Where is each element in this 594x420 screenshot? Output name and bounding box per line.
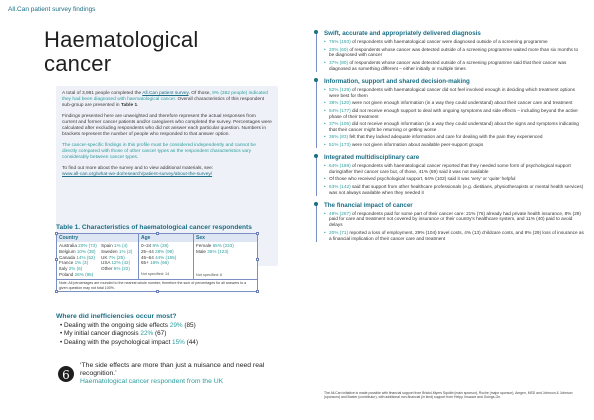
age-name: 0–24 <box>141 243 153 248</box>
finding-item <box>324 184 584 196</box>
intro-text: . <box>137 103 139 109</box>
findings-section <box>316 78 584 148</box>
finding-stat: 51% (173) <box>329 141 351 147</box>
age-not-specified: Not specified: 14 <box>141 272 170 277</box>
inefficiency-pct: 15% <box>172 338 185 346</box>
age-value: 19% (66) <box>150 260 169 266</box>
section-rule <box>316 154 317 196</box>
finding-text: were not given information about available peer-support groups <box>350 141 484 147</box>
finding-stat: 37% (80) <box>329 59 349 65</box>
section-dot-icon <box>314 154 318 158</box>
sex-name: Male <box>196 248 208 254</box>
inefficiency-pct: 22% <box>140 330 154 338</box>
finding-text: reported a loss of employment, 29% (104) travel costs, 4% (13) childcare costs, and 8% (29) loss of insurance as a financial implication of their cancer care and treatment <box>329 229 584 241</box>
survey-link[interactable]: All.Can patient survey <box>142 91 189 96</box>
finding-item <box>324 163 584 175</box>
findings-section <box>316 154 584 196</box>
section-rule <box>316 78 317 148</box>
finding-text: of respondents whose cancer was detected outside of a screening programme said that their cancer was diagnosed as something different – either initially or multiple times <box>329 59 567 71</box>
finding-item <box>324 60 584 72</box>
age-value: 8% (28) <box>152 243 169 248</box>
finding-item <box>324 142 584 148</box>
finding-item <box>324 108 584 120</box>
resize-handle-tl[interactable] <box>55 232 58 235</box>
country-name: Poland <box>59 271 75 277</box>
finding-item <box>324 100 584 106</box>
sex-not-specified: Not specified: 6 <box>196 272 223 277</box>
finding-text: of respondents with haematological cancer were diagnosed outside of a screening programme <box>350 39 548 44</box>
sex-value: 35% (123) <box>207 248 229 254</box>
sex-row <box>196 249 255 255</box>
age-value: 28% (99) <box>155 248 174 254</box>
finding-stat: 49% (267) <box>329 210 351 216</box>
finding-item <box>324 230 584 242</box>
resize-handle-mr[interactable] <box>256 258 259 261</box>
age-name: 65+ <box>141 260 151 266</box>
quote-text: ‘The side effects are more than just a nuisance and need real recognition.’ <box>80 362 265 378</box>
sex-column <box>194 242 257 279</box>
findings-column <box>316 30 584 248</box>
finding-text: did not receive enough support to deal with ongoing symptoms and side effects – including beyond the active phase of their treatment <box>329 107 578 119</box>
age-value: 44% (155) <box>155 254 177 260</box>
finding-stat: 52% (129) <box>329 86 351 92</box>
country-value: 2% (6) <box>68 266 83 272</box>
title-block <box>44 28 282 76</box>
table-body <box>57 242 257 279</box>
country-value: 12% (42) <box>111 260 131 266</box>
intro-text: A total of 3,981 people completed the <box>62 91 143 96</box>
header-sex: Sex <box>196 235 205 241</box>
finding-text: of respondents with haematological cancer did not feel involved enough in deciding which treatment options were best for them <box>329 86 575 98</box>
section-dot-icon <box>314 30 318 34</box>
finding-text: did not receive enough information (in a way they could understand) about the signs and symptoms indicating that their cancer might be returning or getting worse <box>329 121 579 132</box>
country-name: Italy <box>59 266 69 272</box>
findings-section <box>316 202 584 242</box>
inefficiency-text: Dealing with the ongoing side effects <box>64 322 170 329</box>
finding-item <box>324 211 584 229</box>
country-value: 14% (52) <box>76 254 96 260</box>
country-name: USA <box>101 260 112 266</box>
country-name: UK <box>101 254 109 260</box>
intro-highlight: 9% (362 people) indicated they had been diagnosed with haematological cancer. <box>62 91 268 103</box>
country-value: 1% (4) <box>114 243 128 248</box>
section-list <box>324 87 584 148</box>
finding-stat: 76% (193) <box>329 39 351 44</box>
findings-section <box>316 30 584 72</box>
finding-stat: 20% (60) <box>329 46 349 52</box>
table-ref: Table 1 <box>120 103 138 109</box>
finding-text: felt that they lacked adequate information and care for dealing with the pain they experienced <box>348 134 543 140</box>
inefficiency-count: (44) <box>184 338 198 346</box>
inefficiency-text: My initial cancer diagnosis <box>64 330 141 338</box>
characteristics-table[interactable] <box>56 233 258 292</box>
country-value: 26% (95) <box>74 271 94 277</box>
inefficiency-count: (85) <box>182 322 196 329</box>
section-title: Integrated multidisciplinary care <box>324 153 420 161</box>
intro-paragraph-1 <box>62 91 272 110</box>
finding-stat: 63% (142) <box>329 183 351 189</box>
section-dot-icon <box>314 78 318 82</box>
resize-handle-br[interactable] <box>256 290 259 293</box>
finding-stat: 54% (177) <box>329 107 351 113</box>
finding-stat: 20% (71) <box>329 229 349 235</box>
country-name: Australia <box>59 243 79 248</box>
country-name: Other <box>101 266 114 272</box>
header-country: Country <box>57 234 139 242</box>
country-value: 7% (25) <box>108 254 125 260</box>
finding-item <box>324 121 584 133</box>
age-name: 25–44 <box>141 248 156 254</box>
sex-list <box>196 243 255 255</box>
intro-text: To find out more about the survey and to view additional materials, see: <box>62 165 214 171</box>
country-value: 1% (3) <box>74 260 89 266</box>
finding-text: of respondents whose cancer was detected outside of a screening programme waited more than six months to be diagnosed with cancer <box>329 46 579 58</box>
intro-paragraph-4 <box>62 166 272 178</box>
intro-paragraph-2: Findings presented here are unweighted and therefore represent the actual responses from current and former cancer patients and/or caregivers who completed the survey. Percentages were calculated after excluding respondents who did not answer each particular question. Numbers in brackets represent the number of people who responded to that answer option. <box>62 113 272 138</box>
page-title-line1: Haematological <box>44 27 199 52</box>
resize-handle-tr[interactable] <box>256 232 259 235</box>
table-header-row <box>57 234 257 242</box>
quote-icon: 6 <box>58 366 74 382</box>
country-row <box>101 266 132 272</box>
resize-handle-ml[interactable] <box>55 258 58 261</box>
country-value: 10% (38) <box>76 248 96 254</box>
resize-handle-tm[interactable] <box>156 232 159 235</box>
finding-text: of respondents with haematological cancer reported that they needed some form of psychological support during/after their cancer care but, of those, 41% (69) said it was not available <box>329 162 571 174</box>
intro-paragraph-3: The cancer-specific findings in this profile must be considered independently and cannot be directly compared with those of other cancer types as the respondent characteristics vary considerably between cancer types. <box>62 142 256 161</box>
quote-source: Haematological cancer respondent from the UK <box>80 378 224 386</box>
country-list-2 <box>101 243 132 278</box>
header-age: Age <box>139 234 194 242</box>
country-name: Canada <box>59 254 77 260</box>
finding-item <box>324 47 584 59</box>
section-title: The financial impact of cancer <box>324 201 413 209</box>
inefficiencies-list <box>60 322 198 347</box>
finding-stat: 36% (83) <box>329 134 349 140</box>
inefficiency-count: (67) <box>153 330 167 338</box>
characteristics-table-section <box>56 224 280 292</box>
inefficiency-item <box>60 339 198 347</box>
country-name: Sweden <box>101 248 119 254</box>
footer-note: The All.Can initiative is made possible with financial support from Bristol-Myers Squibb (main sponsor), Roche (major sponsor), Amgen, MSD and Johnson & Johnson (sponsors) and Baxter (contributor), with additional non-financial (in kind) support from Helpy, Insauce and Goings-On. <box>324 391 573 400</box>
intro-text: . Of those, <box>188 91 213 96</box>
finding-item <box>324 87 584 99</box>
finding-stat: 38% (120) <box>329 100 351 106</box>
country-row <box>59 272 101 278</box>
section-title: Swift, accurate and appropriately delivered diagnosis <box>324 30 481 37</box>
country-name: France <box>59 260 75 266</box>
country-value: 20% (73) <box>78 243 97 248</box>
age-row <box>141 260 191 266</box>
table-note: Note: All percentages are rounded to the nearest whole number; therefore the sum of percentages for all answers to a given question may not total 100%. <box>57 279 257 290</box>
finding-item <box>324 39 584 45</box>
finding-stat: 64% (169) <box>329 162 351 168</box>
finding-text: said that support from other healthcare professionals (e.g. dietitians, physiotherapists or mental health services) was not always available when they needed it <box>329 183 584 195</box>
country-value: 1% (2) <box>118 248 133 254</box>
age-list <box>141 243 191 266</box>
section-list <box>324 163 584 196</box>
quote-block <box>80 362 280 387</box>
finding-item <box>324 176 584 182</box>
country-name: Belgium <box>59 248 77 254</box>
intro-text: Overall characteristics of this respondent sub-group are presented in <box>62 97 265 109</box>
page-title <box>44 28 282 76</box>
finding-text: were not given enough information (in a way they could understand) about their cancer care and treatment <box>350 100 573 106</box>
inefficiency-pct: 29% <box>169 322 183 329</box>
page-header: All.Can patient survey findings <box>8 6 96 13</box>
country-name: Spain <box>101 243 115 248</box>
section-rule <box>316 30 317 72</box>
inefficiency-item <box>60 322 198 330</box>
section-list <box>324 39 584 72</box>
table-title: Table 1. Characteristics of haematological cancer respondents <box>56 224 252 231</box>
finding-text: of respondents paid for some part of their cancer care: 21% (76) already had private health insurance, 8% (29) paid for care and treatment not covered by insurance or their country's healthcare system, and 11% (40) paid to avoid delays <box>329 210 581 228</box>
about-survey-link[interactable]: www.all-can.org/what-we-do/research/patient-survey/about-the-survey/ <box>62 171 213 177</box>
resize-handle-bl[interactable] <box>55 290 58 293</box>
inefficiency-item <box>60 330 198 338</box>
sex-value: 65% (233) <box>212 243 234 248</box>
section-dot-icon <box>314 202 318 206</box>
section-list <box>324 211 584 242</box>
inefficiency-text: Dealing with the psychological impact <box>64 338 173 346</box>
country-column <box>57 242 139 279</box>
country-list-1 <box>59 243 101 278</box>
section-title: Information, support and shared decision-making <box>324 77 470 85</box>
section-rule <box>316 202 317 242</box>
finding-stat: 37% (105) <box>329 121 351 127</box>
age-name: 45–64 <box>141 254 156 260</box>
country-value: 6% (22) <box>113 266 130 272</box>
finding-text: Of those who received psychological support, 64% (102) said it was ‘very’ or ‘quite’ helpful <box>329 176 516 182</box>
finding-item <box>324 134 584 140</box>
page-title-line2: cancer <box>44 51 112 76</box>
sex-name: Female <box>196 243 213 248</box>
age-column <box>139 242 194 279</box>
inefficiencies-title: Where did inefficiencies occur most? <box>56 313 177 320</box>
resize-handle-bm[interactable] <box>156 290 159 293</box>
